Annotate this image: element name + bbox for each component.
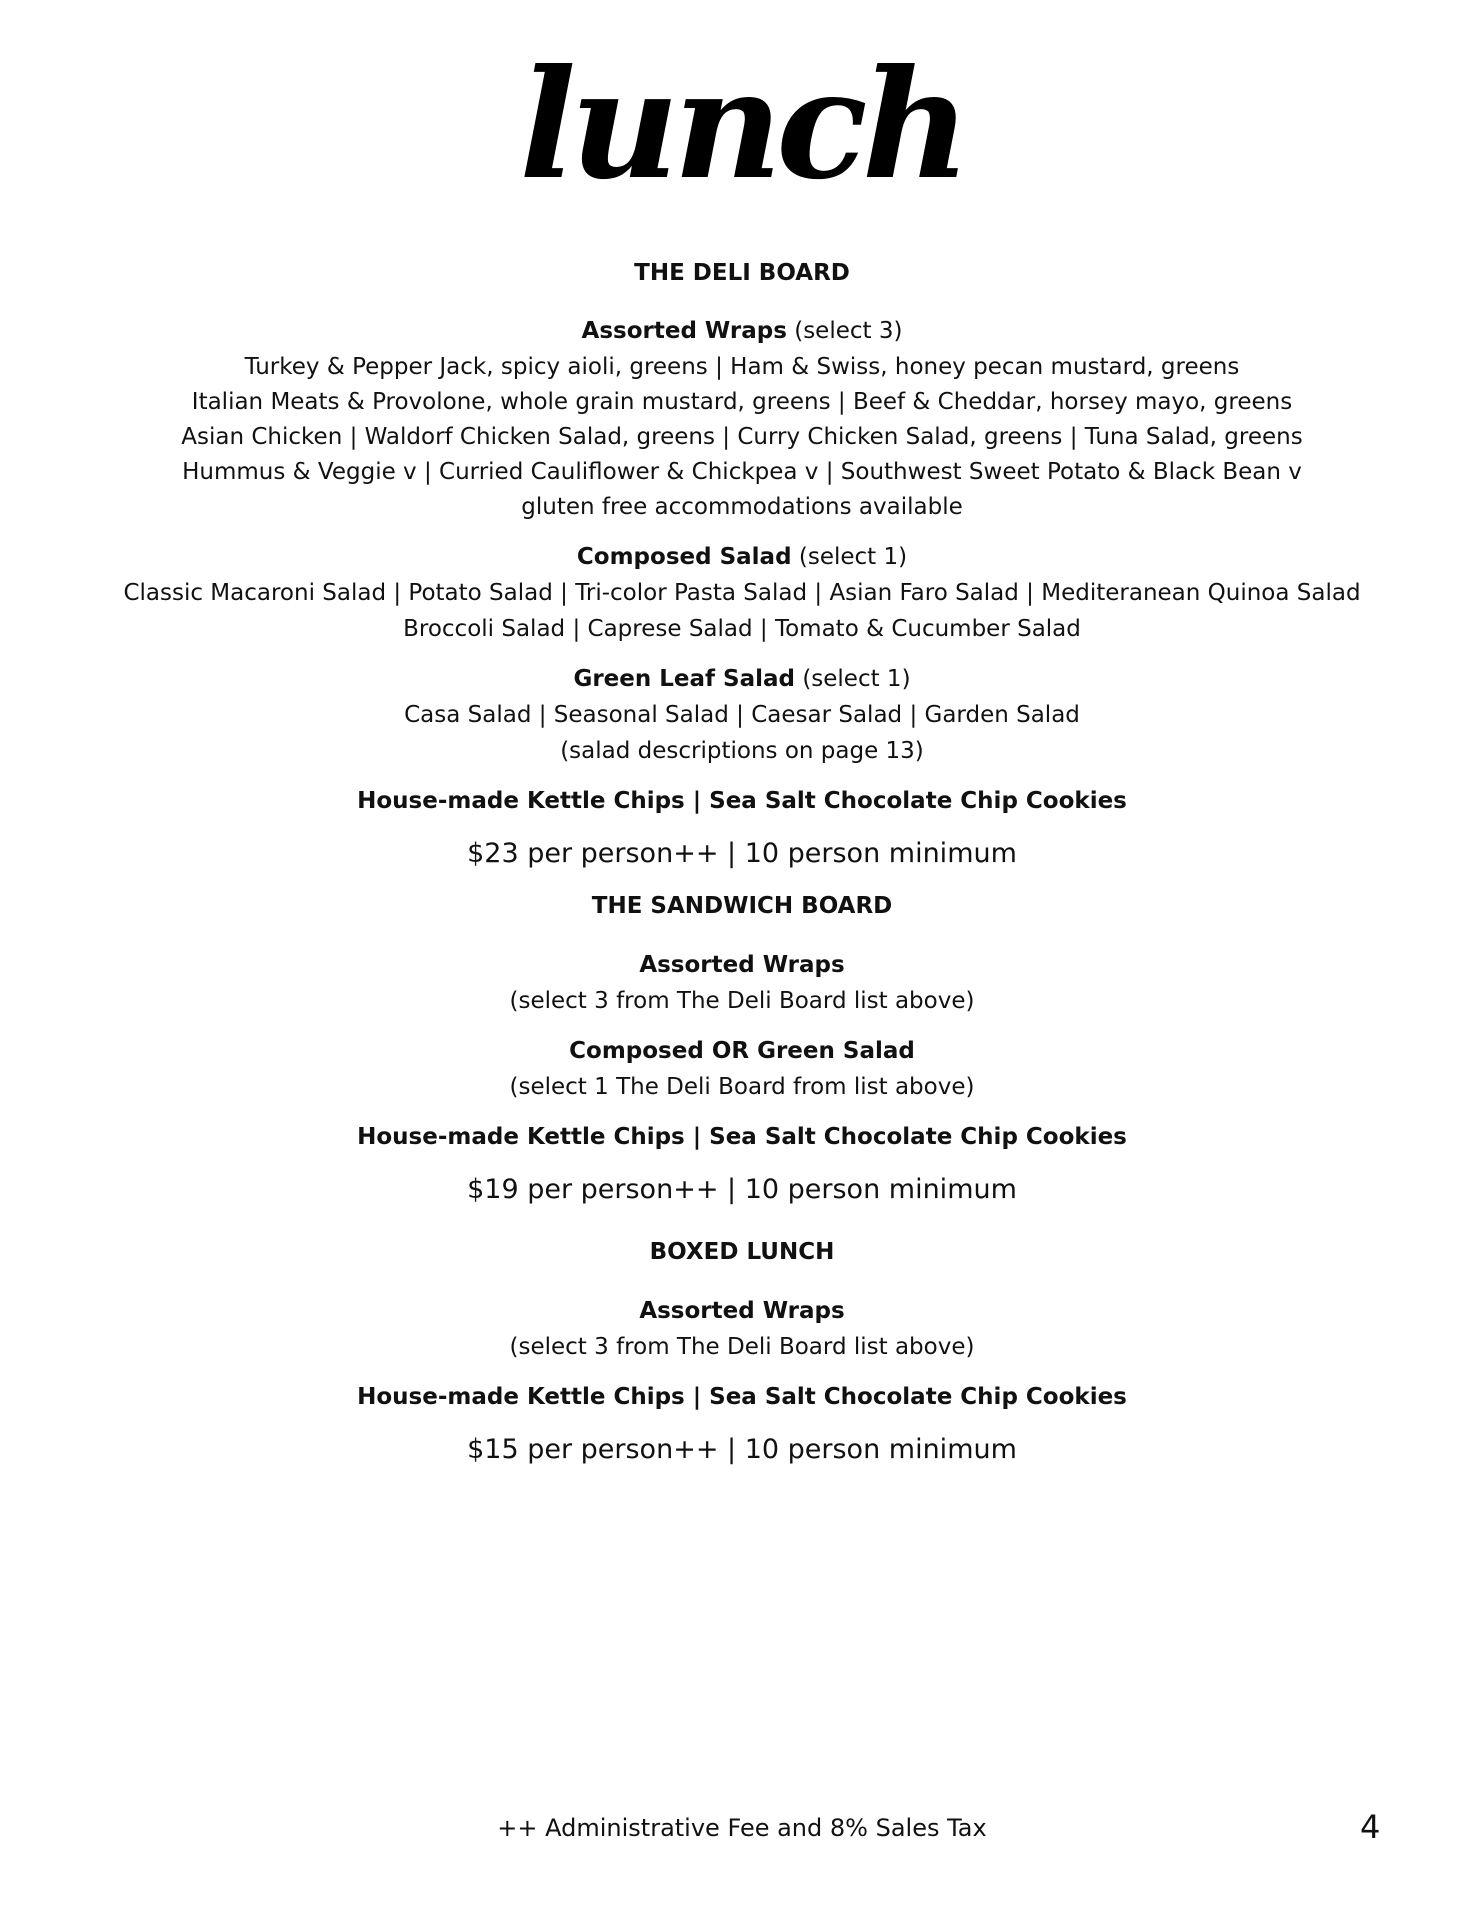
item-note: (select 3 from The Deli Board list above) (509, 988, 975, 1014)
extras-line: House-made Kettle Chips | Sea Salt Chocolate Chip Cookies (357, 1124, 1127, 1150)
menu-line: Hummus & Veggie v | Curried Cauliflower & Chickpea v | Southwest Sweet Potato & Black Bean v (182, 459, 1302, 485)
menu-line: Italian Meats & Provolone, whole grain mustard, greens | Beef & Cheddar, horsey mayo, greens (191, 389, 1293, 415)
item-heading (0, 542, 1484, 572)
extras-line: House-made Kettle Chips | Sea Salt Chocolate Chip Cookies (357, 1384, 1127, 1410)
menu-line: (salad descriptions on page 13) (560, 738, 924, 764)
price-line: $19 per person++ | 10 person minimum (467, 1174, 1017, 1205)
item-heading (0, 664, 1484, 694)
price-line: $15 per person++ | 10 person minimum (467, 1434, 1017, 1465)
price-line: $23 per person++ | 10 person minimum (467, 838, 1017, 869)
item-note: (select 3) (794, 318, 903, 344)
item-note: (select 1) (798, 544, 908, 570)
menu-line: Turkey & Pepper Jack, spicy aioli, greens | Ham & Swiss, honey pecan mustard, greens (244, 354, 1240, 380)
page-number: 4 (1360, 1808, 1381, 1846)
extras-line: House-made Kettle Chips | Sea Salt Chocolate Chip Cookies (357, 788, 1127, 814)
menu-line: Broccoli Salad | Caprese Salad | Tomato & Cucumber Salad (403, 616, 1081, 642)
menu-line: gluten free accommodations available (521, 494, 963, 520)
footer-note: ++ Administrative Fee and 8% Sales Tax (497, 1814, 987, 1842)
menu-line: Casa Salad | Seasonal Salad | Caesar Salad | Garden Salad (404, 702, 1080, 728)
item-note: (select 1) (802, 666, 911, 692)
item-title: Assorted Wraps (639, 952, 845, 978)
item-title: Composed OR Green Salad (569, 1038, 915, 1064)
menu-line: Classic Macaroni Salad | Potato Salad | Tri-color Pasta Salad | Asian Faro Salad | Mediteranean Quinoa Salad (123, 580, 1361, 606)
item-title: Assorted Wraps (639, 1298, 845, 1324)
item-title: Composed Salad (576, 544, 792, 570)
section-heading: THE DELI BOARD (634, 260, 850, 286)
menu-line: Asian Chicken | Waldorf Chicken Salad, greens | Curry Chicken Salad, greens | Tuna Salad, greens (181, 424, 1303, 450)
page-title: lunch (519, 37, 965, 213)
item-note: (select 1 The Deli Board from list above) (509, 1074, 975, 1100)
item-heading (0, 316, 1484, 346)
item-title: Green Leaf Salad (573, 666, 795, 692)
section-heading: BOXED LUNCH (649, 1239, 835, 1265)
item-title: Assorted Wraps (581, 318, 787, 344)
item-note: (select 3 from The Deli Board list above) (509, 1334, 975, 1360)
section-heading: THE SANDWICH BOARD (591, 893, 893, 919)
